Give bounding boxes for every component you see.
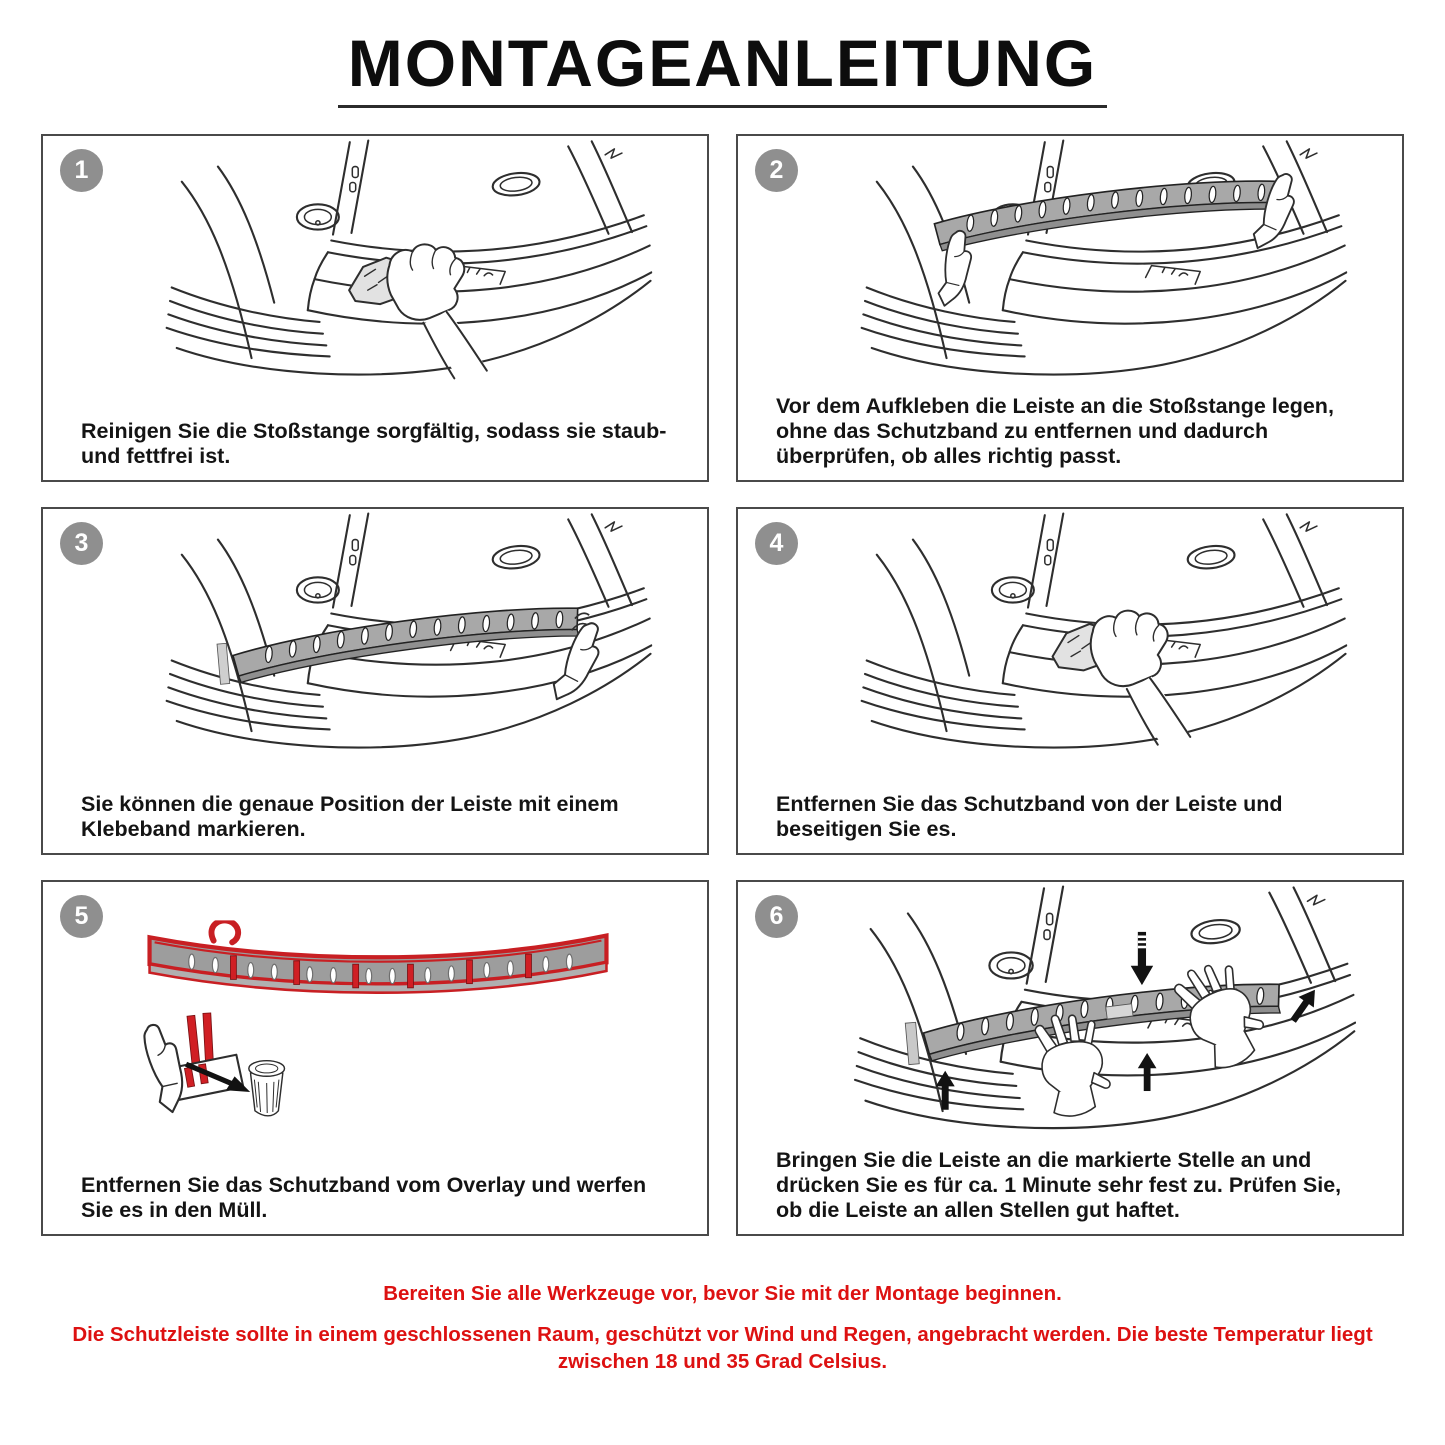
step-caption: Entfernen Sie das Schutzband von der Leiste und beseitigen Sie es. (776, 791, 1283, 841)
instruction-grid (41, 134, 1404, 1236)
step-caption: Bringen Sie die Leiste an die markierte Stelle an und drücken Sie es für ca. 1 Minute sehr fest zu. Prüfen Sie, ob die Leiste an allen Stellen gut haftet. (776, 1147, 1342, 1222)
instruction-panel-1 (41, 134, 709, 482)
step-caption: Sie können die genaue Position der Leiste mit einem Klebeband markieren. (81, 791, 619, 841)
step-caption: Vor dem Aufkleben die Leiste an die Stoßstange legen, ohne das Schutzband zu entfernen und dadurch überprüfen, ob alles richtig passt. (776, 393, 1334, 468)
step-caption: Entfernen Sie das Schutzband vom Overlay und werfen Sie es in den Müll. (81, 1172, 647, 1222)
step-number: 1 (74, 156, 89, 184)
step-number: 6 (769, 902, 784, 930)
step-badge (755, 149, 798, 192)
step-number: 2 (769, 156, 784, 184)
strip-position-marking-illustration (43, 511, 707, 763)
page-title-text: MONTAGEANLEITUNG (338, 30, 1107, 108)
protective-tape-removal-illustration (738, 511, 1402, 763)
step-number: 4 (769, 529, 784, 557)
step-number: 3 (74, 529, 89, 557)
instruction-panel-6 (736, 880, 1404, 1236)
instruction-panel-4 (736, 507, 1404, 855)
step-badge (60, 895, 103, 938)
footer-note-1: Bereiten Sie alle Werkzeuge vor, bevor Sie mit der Montage beginnen. (383, 1282, 1062, 1305)
instruction-panel-2 (736, 134, 1404, 482)
overlay-tape-disposal-illustration (43, 884, 707, 1144)
footer-note-2: Die Schutzleiste sollte in einem geschlossenen Raum, geschützt vor Wind und Regen, angebracht werden. Die beste Temperatur liegt zwischen 18 und 35 Grad Celsius. (72, 1323, 1373, 1373)
strip-pressing-illustration (738, 884, 1402, 1144)
step-badge (60, 522, 103, 565)
page-title (0, 0, 1445, 108)
step-number: 5 (74, 902, 89, 930)
step-caption: Reinigen Sie die Stoßstange sorgfältig, sodass sie staub- und fettfrei ist. (81, 418, 667, 468)
step-badge (755, 895, 798, 938)
instruction-panel-3 (41, 507, 709, 855)
strip-test-fit-illustration (738, 138, 1402, 390)
bumper-cleaning-illustration (43, 138, 707, 390)
footer-notes (0, 1282, 1445, 1375)
step-badge (60, 149, 103, 192)
step-badge (755, 522, 798, 565)
instruction-panel-5 (41, 880, 709, 1236)
